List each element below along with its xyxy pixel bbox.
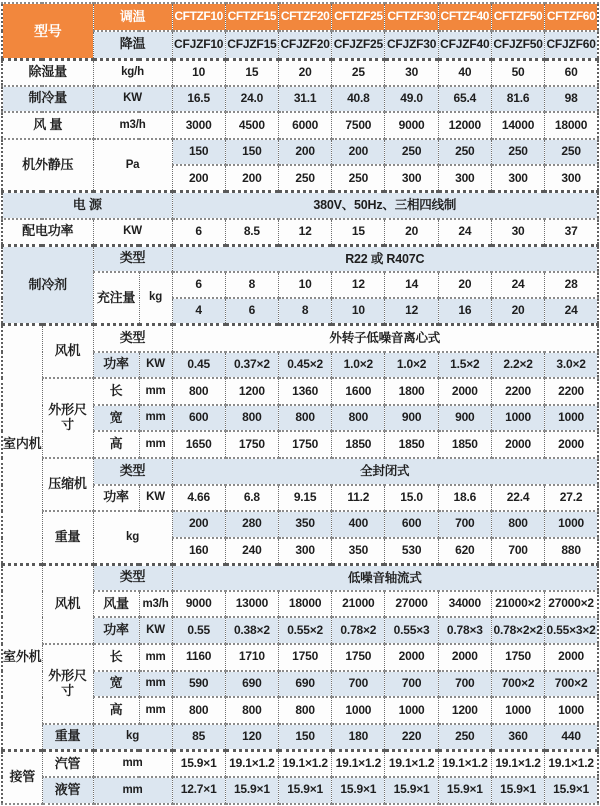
outdoor-fan-type-value: 低噪音轴流式 bbox=[172, 564, 598, 591]
value-cell: 27000×2 bbox=[545, 591, 598, 618]
indoor-fan-power-unit: KW bbox=[139, 352, 172, 379]
value-cell: 27000 bbox=[385, 591, 438, 618]
value-cell: 9000 bbox=[385, 112, 438, 139]
value-cell: 1850 bbox=[385, 431, 438, 458]
value-cell: 1750 bbox=[225, 431, 278, 458]
value-cell: 0.45×2 bbox=[279, 352, 332, 379]
refrigerant-type-value: R22 或 R407C bbox=[172, 245, 598, 272]
outdoor-dims-height-unit: mm bbox=[139, 697, 172, 724]
value-cell: 0.55×2 bbox=[279, 617, 332, 644]
value-cell: 1000 bbox=[545, 697, 598, 724]
value-cell: 65.4 bbox=[438, 86, 491, 113]
value-cell: 16.5 bbox=[172, 86, 225, 113]
value-cell: 200 bbox=[172, 165, 225, 192]
value-cell: 300 bbox=[438, 165, 491, 192]
value-cell: 18000 bbox=[279, 591, 332, 618]
outdoor-dims-width-label: 宽 bbox=[93, 671, 139, 698]
value-cell: 3000 bbox=[172, 112, 225, 139]
indoor-weight-unit: kg bbox=[93, 511, 172, 564]
value-cell: 250 bbox=[279, 165, 332, 192]
table-row bbox=[2, 3, 598, 31]
outdoor-weight-unit: kg bbox=[93, 724, 172, 751]
value-cell: 700×2 bbox=[491, 671, 544, 698]
value-cell: 49.0 bbox=[385, 86, 438, 113]
value-cell: 200 bbox=[225, 165, 278, 192]
value-cell: 18.6 bbox=[438, 485, 491, 512]
indoor-dims-label: 外形尺寸 bbox=[42, 378, 93, 458]
value-cell: 150 bbox=[225, 139, 278, 166]
value-cell: 2000 bbox=[438, 644, 491, 671]
value-cell: 24 bbox=[491, 272, 544, 299]
value-cell: CFTZF40 bbox=[438, 3, 491, 31]
refrigerant-label: 制冷剂 bbox=[2, 245, 93, 325]
value-cell: 6 bbox=[172, 272, 225, 299]
value-cell: 1000 bbox=[491, 405, 544, 432]
spec-table bbox=[1, 2, 599, 805]
value-cell: 1000 bbox=[491, 697, 544, 724]
value-cell: 1000 bbox=[545, 511, 598, 538]
value-cell: 85 bbox=[172, 724, 225, 751]
dehumid-unit: kg/h bbox=[93, 59, 172, 86]
value-cell: CFJZF40 bbox=[438, 31, 491, 59]
value-cell: 350 bbox=[332, 538, 385, 565]
tiaowen-header-label: 调温 bbox=[93, 3, 172, 31]
value-cell: 1600 bbox=[332, 378, 385, 405]
value-cell: 4.66 bbox=[172, 485, 225, 512]
value-cell: 0.78×3 bbox=[438, 617, 491, 644]
value-cell: 620 bbox=[438, 538, 491, 565]
value-cell: 15.9×1 bbox=[172, 750, 225, 777]
value-cell: 590 bbox=[172, 671, 225, 698]
outdoor-weight-label: 重量 bbox=[42, 724, 93, 751]
value-cell: 15.9×1 bbox=[279, 777, 332, 804]
table-row bbox=[2, 59, 598, 86]
value-cell: 15.9×1 bbox=[332, 777, 385, 804]
table-row bbox=[2, 378, 598, 405]
value-cell: 50 bbox=[491, 59, 544, 86]
value-cell: 700 bbox=[438, 671, 491, 698]
value-cell: 200 bbox=[279, 139, 332, 166]
cooling-label: 制冷量 bbox=[2, 86, 93, 113]
value-cell: CFTZF30 bbox=[385, 3, 438, 31]
table-row bbox=[2, 511, 598, 538]
table-row bbox=[2, 777, 598, 804]
value-cell: 800 bbox=[279, 697, 332, 724]
refrigerant-charge-unit: kg bbox=[139, 272, 172, 325]
value-cell: 20 bbox=[279, 59, 332, 86]
refrigerant-type-label: 类型 bbox=[93, 245, 172, 272]
value-cell: 15 bbox=[332, 219, 385, 246]
value-cell: 220 bbox=[385, 724, 438, 751]
outdoor-dims-height-label: 高 bbox=[93, 697, 139, 724]
value-cell: 37 bbox=[545, 219, 598, 246]
value-cell: 180 bbox=[332, 724, 385, 751]
value-cell: 24 bbox=[438, 219, 491, 246]
table-row bbox=[2, 219, 598, 246]
value-cell: CFJZF10 bbox=[172, 31, 225, 59]
value-cell: 160 bbox=[172, 538, 225, 565]
value-cell: 40.8 bbox=[332, 86, 385, 113]
value-cell: 1750 bbox=[332, 644, 385, 671]
value-cell: 800 bbox=[279, 405, 332, 432]
value-cell: 21000 bbox=[332, 591, 385, 618]
table-row bbox=[2, 724, 598, 751]
indoor-dims-height-label: 高 bbox=[93, 431, 139, 458]
value-cell: 7500 bbox=[332, 112, 385, 139]
value-cell: CFJZF15 bbox=[225, 31, 278, 59]
value-cell: CFTZF50 bbox=[491, 3, 544, 31]
value-cell: 1.0×2 bbox=[332, 352, 385, 379]
value-cell: 15.0 bbox=[385, 485, 438, 512]
value-cell: 700 bbox=[491, 538, 544, 565]
value-cell: 0.78×2×2 bbox=[491, 617, 544, 644]
value-cell: 250 bbox=[545, 139, 598, 166]
static-pressure-label: 机外静压 bbox=[2, 139, 93, 192]
value-cell: 2000 bbox=[438, 378, 491, 405]
value-cell: 8 bbox=[225, 272, 278, 299]
table-row bbox=[2, 245, 598, 272]
indoor-dims-width-label: 宽 bbox=[93, 405, 139, 432]
value-cell: 250 bbox=[332, 165, 385, 192]
piping-gas-label: 汽管 bbox=[42, 750, 93, 777]
value-cell: CFJZF20 bbox=[279, 31, 332, 59]
value-cell: 800 bbox=[225, 405, 278, 432]
value-cell: 19.1×1.2 bbox=[385, 750, 438, 777]
value-cell: 1200 bbox=[438, 697, 491, 724]
value-cell: 2000 bbox=[491, 431, 544, 458]
value-cell: 12.7×1 bbox=[172, 777, 225, 804]
value-cell: 6000 bbox=[279, 112, 332, 139]
value-cell: 20 bbox=[491, 298, 544, 325]
table-row bbox=[2, 139, 598, 166]
value-cell: 12 bbox=[332, 272, 385, 299]
value-cell: 8 bbox=[279, 298, 332, 325]
value-cell: 300 bbox=[545, 165, 598, 192]
value-cell: CFTZF10 bbox=[172, 3, 225, 31]
table-row bbox=[2, 644, 598, 671]
outdoor-dims-length-label: 长 bbox=[93, 644, 139, 671]
value-cell: 700 bbox=[385, 671, 438, 698]
value-cell: 1800 bbox=[385, 378, 438, 405]
outdoor-fan-power-label: 功率 bbox=[93, 617, 139, 644]
outdoor-dims-label: 外形尺寸 bbox=[42, 644, 93, 724]
outdoor-fan-airflow-unit: m3/h bbox=[139, 591, 172, 618]
indoor-fan-power-label: 功率 bbox=[93, 352, 139, 379]
value-cell: 0.55 bbox=[172, 617, 225, 644]
value-cell: 12000 bbox=[438, 112, 491, 139]
indoor-fan-label: 风机 bbox=[42, 325, 93, 378]
table-row bbox=[2, 112, 598, 139]
value-cell: CFJZF30 bbox=[385, 31, 438, 59]
value-cell: 250 bbox=[385, 139, 438, 166]
value-cell: 6 bbox=[225, 298, 278, 325]
value-cell: 200 bbox=[172, 511, 225, 538]
value-cell: 300 bbox=[385, 165, 438, 192]
power-label: 配电功率 bbox=[2, 219, 93, 246]
value-cell: 9000 bbox=[172, 591, 225, 618]
value-cell: 150 bbox=[279, 724, 332, 751]
value-cell: 250 bbox=[438, 139, 491, 166]
power-unit: KW bbox=[93, 219, 172, 246]
value-cell: 24 bbox=[545, 298, 598, 325]
indoor-dims-length-label: 长 bbox=[93, 378, 139, 405]
power-supply-value: 380V、50Hz、三相四线制 bbox=[172, 192, 598, 219]
value-cell: 0.45 bbox=[172, 352, 225, 379]
value-cell: 1.0×2 bbox=[385, 352, 438, 379]
piping-label: 接管 bbox=[2, 750, 42, 803]
value-cell: 1000 bbox=[545, 405, 598, 432]
value-cell: 4500 bbox=[225, 112, 278, 139]
value-cell: 24.0 bbox=[225, 86, 278, 113]
model-header-label: 型号 bbox=[2, 3, 93, 59]
value-cell: 8.5 bbox=[225, 219, 278, 246]
value-cell: 40 bbox=[438, 59, 491, 86]
value-cell: CFTZF60 bbox=[545, 3, 598, 31]
value-cell: 1750 bbox=[279, 431, 332, 458]
indoor-dims-width-unit: mm bbox=[139, 405, 172, 432]
value-cell: 14 bbox=[385, 272, 438, 299]
value-cell: 19.1×1.2 bbox=[545, 750, 598, 777]
value-cell: 300 bbox=[491, 165, 544, 192]
refrigerant-charge-label: 充注量 bbox=[93, 272, 139, 325]
compressor-power-unit: KW bbox=[139, 485, 172, 512]
outdoor-fan-type-label: 类型 bbox=[93, 564, 172, 591]
value-cell: 600 bbox=[172, 405, 225, 432]
indoor-fan-type-value: 外转子低噪音离心式 bbox=[172, 325, 598, 352]
value-cell: 15.9×1 bbox=[385, 777, 438, 804]
indoor-unit-label: 室内机 bbox=[2, 325, 42, 564]
static-pressure-unit: Pa bbox=[93, 139, 172, 192]
value-cell: 800 bbox=[172, 697, 225, 724]
outdoor-fan-power-unit: KW bbox=[139, 617, 172, 644]
value-cell: 240 bbox=[225, 538, 278, 565]
value-cell: 600 bbox=[385, 511, 438, 538]
value-cell: 1750 bbox=[491, 644, 544, 671]
value-cell: 15.9×1 bbox=[225, 777, 278, 804]
value-cell: 2200 bbox=[491, 378, 544, 405]
value-cell: 6.8 bbox=[225, 485, 278, 512]
table-row bbox=[2, 458, 598, 485]
compressor-label: 压缩机 bbox=[42, 458, 93, 511]
piping-liquid-label: 液管 bbox=[42, 777, 93, 804]
value-cell: 27.2 bbox=[545, 485, 598, 512]
table-row bbox=[2, 325, 598, 352]
value-cell: 700×2 bbox=[545, 671, 598, 698]
value-cell: 1200 bbox=[225, 378, 278, 405]
value-cell: 14000 bbox=[491, 112, 544, 139]
value-cell: 11.2 bbox=[332, 485, 385, 512]
value-cell: 880 bbox=[545, 538, 598, 565]
value-cell: 900 bbox=[438, 405, 491, 432]
value-cell: 1850 bbox=[332, 431, 385, 458]
value-cell: 9.15 bbox=[279, 485, 332, 512]
value-cell: 120 bbox=[225, 724, 278, 751]
value-cell: 22.4 bbox=[491, 485, 544, 512]
value-cell: 530 bbox=[385, 538, 438, 565]
value-cell: 31.1 bbox=[279, 86, 332, 113]
value-cell: CFTZF20 bbox=[279, 3, 332, 31]
indoor-fan-type-label: 类型 bbox=[93, 325, 172, 352]
value-cell: 15.9×1 bbox=[491, 777, 544, 804]
value-cell: 34000 bbox=[438, 591, 491, 618]
value-cell: 300 bbox=[279, 538, 332, 565]
value-cell: 60 bbox=[545, 59, 598, 86]
value-cell: 0.38×2 bbox=[225, 617, 278, 644]
value-cell: 18000 bbox=[545, 112, 598, 139]
value-cell: 1160 bbox=[172, 644, 225, 671]
value-cell: 15.9×1 bbox=[438, 777, 491, 804]
indoor-dims-height-unit: mm bbox=[139, 431, 172, 458]
value-cell: 200 bbox=[332, 139, 385, 166]
value-cell: 3.0×2 bbox=[545, 352, 598, 379]
value-cell: 1000 bbox=[385, 697, 438, 724]
outdoor-unit-label: 室外机 bbox=[2, 564, 42, 750]
power-supply-label: 电 源 bbox=[2, 192, 172, 219]
piping-gas-unit: mm bbox=[93, 750, 172, 777]
table-row bbox=[2, 564, 598, 591]
outdoor-fan-label: 风机 bbox=[42, 564, 93, 644]
value-cell: 280 bbox=[225, 511, 278, 538]
value-cell: 2000 bbox=[545, 644, 598, 671]
table-row bbox=[2, 192, 598, 219]
value-cell: 10 bbox=[332, 298, 385, 325]
value-cell: 19.1×1.2 bbox=[491, 750, 544, 777]
value-cell: 20 bbox=[385, 219, 438, 246]
value-cell: 360 bbox=[491, 724, 544, 751]
value-cell: 12 bbox=[279, 219, 332, 246]
value-cell: 700 bbox=[332, 671, 385, 698]
value-cell: 20 bbox=[438, 272, 491, 299]
value-cell: 150 bbox=[172, 139, 225, 166]
value-cell: 1850 bbox=[438, 431, 491, 458]
value-cell: 700 bbox=[438, 511, 491, 538]
compressor-type-label: 类型 bbox=[93, 458, 172, 485]
value-cell: CFTZF15 bbox=[225, 3, 278, 31]
value-cell: 16 bbox=[438, 298, 491, 325]
value-cell: 0.55×3 bbox=[385, 617, 438, 644]
value-cell: 10 bbox=[172, 59, 225, 86]
value-cell: 28 bbox=[545, 272, 598, 299]
table-row bbox=[2, 750, 598, 777]
value-cell: 2.2×2 bbox=[491, 352, 544, 379]
value-cell: 0.55×3×2 bbox=[545, 617, 598, 644]
value-cell: 0.78×2 bbox=[332, 617, 385, 644]
value-cell: 4 bbox=[172, 298, 225, 325]
value-cell: 30 bbox=[385, 59, 438, 86]
value-cell: CFJZF25 bbox=[332, 31, 385, 59]
indoor-weight-label: 重量 bbox=[42, 511, 93, 564]
value-cell: 19.1×1.2 bbox=[225, 750, 278, 777]
outdoor-fan-airflow-label: 风量 bbox=[93, 591, 139, 618]
indoor-dims-length-unit: mm bbox=[139, 378, 172, 405]
compressor-power-label: 功率 bbox=[93, 485, 139, 512]
value-cell: 19.1×1.2 bbox=[332, 750, 385, 777]
value-cell: 800 bbox=[332, 405, 385, 432]
value-cell: 2200 bbox=[545, 378, 598, 405]
cooling-unit: KW bbox=[93, 86, 172, 113]
airflow-unit: m3/h bbox=[93, 112, 172, 139]
value-cell: 800 bbox=[172, 378, 225, 405]
value-cell: CFJZF60 bbox=[545, 31, 598, 59]
value-cell: 2000 bbox=[545, 431, 598, 458]
value-cell: 250 bbox=[438, 724, 491, 751]
compressor-type-value: 全封闭式 bbox=[172, 458, 598, 485]
value-cell: 250 bbox=[491, 139, 544, 166]
value-cell: 800 bbox=[225, 697, 278, 724]
value-cell: 12 bbox=[385, 298, 438, 325]
value-cell: CFJZF50 bbox=[491, 31, 544, 59]
value-cell: 2000 bbox=[385, 644, 438, 671]
airflow-label: 风 量 bbox=[2, 112, 93, 139]
value-cell: 1.5×2 bbox=[438, 352, 491, 379]
value-cell: 98 bbox=[545, 86, 598, 113]
value-cell: 19.1×1.2 bbox=[438, 750, 491, 777]
value-cell: 350 bbox=[279, 511, 332, 538]
value-cell: 21000×2 bbox=[491, 591, 544, 618]
dehumid-label: 除湿量 bbox=[2, 59, 93, 86]
value-cell: 6 bbox=[172, 219, 225, 246]
value-cell: 19.1×1.2 bbox=[279, 750, 332, 777]
value-cell: 15.9×1 bbox=[545, 777, 598, 804]
value-cell: 440 bbox=[545, 724, 598, 751]
value-cell: 25 bbox=[332, 59, 385, 86]
value-cell: 1000 bbox=[332, 697, 385, 724]
value-cell: 800 bbox=[491, 511, 544, 538]
outdoor-dims-length-unit: mm bbox=[139, 644, 172, 671]
jiangwen-header-label: 降温 bbox=[93, 31, 172, 59]
table-row bbox=[2, 86, 598, 113]
value-cell: CFTZF25 bbox=[332, 3, 385, 31]
value-cell: 30 bbox=[491, 219, 544, 246]
value-cell: 81.6 bbox=[491, 86, 544, 113]
value-cell: 10 bbox=[279, 272, 332, 299]
value-cell: 1710 bbox=[225, 644, 278, 671]
value-cell: 400 bbox=[332, 511, 385, 538]
value-cell: 690 bbox=[225, 671, 278, 698]
value-cell: 15 bbox=[225, 59, 278, 86]
value-cell: 1750 bbox=[279, 644, 332, 671]
value-cell: 900 bbox=[385, 405, 438, 432]
piping-liquid-unit: mm bbox=[93, 777, 172, 804]
value-cell: 1360 bbox=[279, 378, 332, 405]
value-cell: 690 bbox=[279, 671, 332, 698]
value-cell: 1650 bbox=[172, 431, 225, 458]
value-cell: 0.37×2 bbox=[225, 352, 278, 379]
outdoor-dims-width-unit: mm bbox=[139, 671, 172, 698]
value-cell: 13000 bbox=[225, 591, 278, 618]
